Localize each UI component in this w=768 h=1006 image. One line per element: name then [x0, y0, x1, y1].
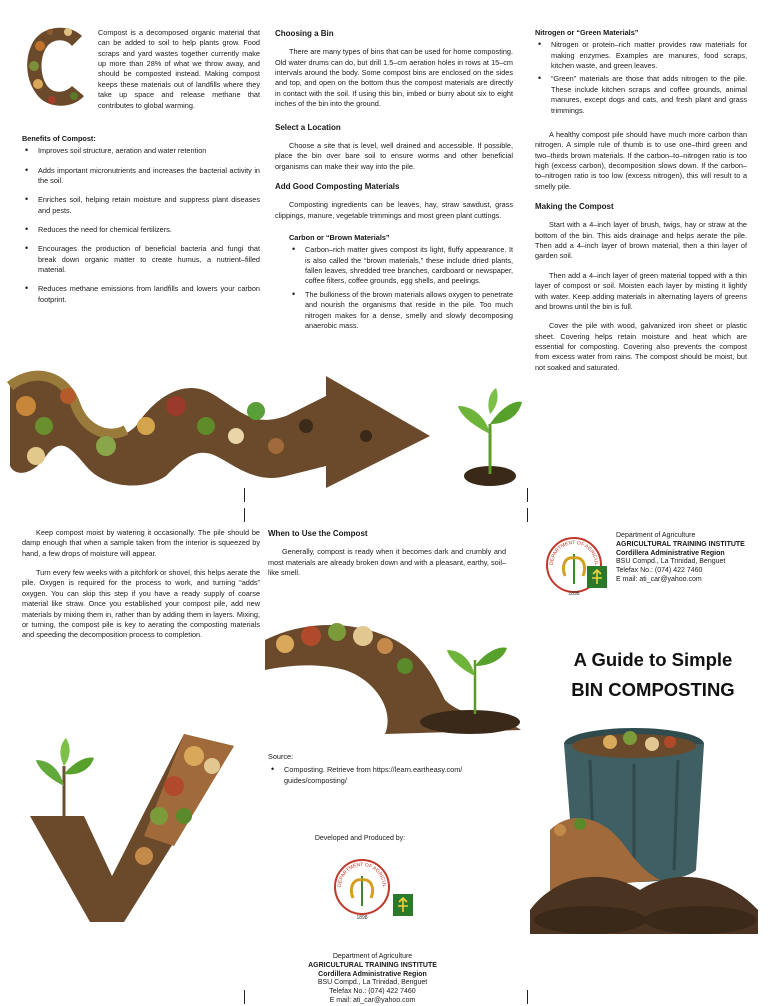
org-email: E mail: ati_car@yahoo.com [616, 575, 702, 583]
green-materials-list [535, 40, 747, 116]
source-list [268, 765, 506, 786]
benefits-list [22, 146, 260, 305]
benefits-heading: Benefits of Compost: [22, 133, 96, 143]
panel-intro [22, 28, 260, 314]
ratio-text: A healthy compost pile should have much more carbon than nitrogen. A simple rule of thumb is to use one–third green and two–thirds brown materials. If the carbon–to–nitrogen ratio is too high (excess carbon), decomposition slows down. If the carbon–to–nitrogen ratio is too low (excess nitrogen), this will result to a smelly pile. [535, 129, 747, 191]
benefit-item: • Enriches soil, helping retain moisture and suppress plant diseases and pests. [22, 195, 260, 216]
when-to-use-heading: When to Use the Compost [268, 529, 368, 538]
fold-mark [244, 488, 245, 502]
source-item: • Composting. Retrieve from https://learn.eartheasy.com/ guides/composting/ [268, 765, 506, 786]
seal-year: 1898 [356, 915, 368, 921]
seal-text: DEPARTMENT OF AGRICUL [336, 861, 388, 888]
compost-pile-illustration [265, 610, 525, 738]
when-to-use-text: Generally, compost is ready when it becomes dark and crumbly and most materials are already broken down and with a pleasant, earthy, soil–like smell. [268, 547, 506, 578]
department-of-agriculture-seal-icon [333, 858, 391, 922]
fold-mark [527, 488, 528, 502]
brown-material-item: • The bulkiness of the brown materials allows oxygen to penetrate and nourish the organisms that reside in the pile. Too much nitrogen makes for a dense, smelly and slowly decomposing anaerobic mass. [289, 290, 513, 331]
panel-usage [268, 528, 506, 587]
panel-bin-setup [275, 28, 513, 334]
fold-mark [527, 990, 528, 1004]
benefit-item: • Reduces the need for chemical fertilizers. [22, 225, 260, 235]
seedling-illustration [450, 384, 526, 488]
compost-arrow-illustration [6, 366, 436, 492]
org-ati: AGRICULTURAL TRAINING INSTITUTE [616, 540, 745, 548]
source-section [268, 752, 506, 789]
org-telefax: Telefax No.: (074) 422 7460 [329, 988, 416, 995]
fold-mark [244, 508, 245, 522]
brown-materials-list [289, 245, 513, 331]
making-step-1: Start with a 4–inch layer of brush, twigs, hay or straw at the bottom of the bin. This aids drainage and helps aerate the pile. Then add a 4–inch layer of brown material, then a thin layer of garden soil. [535, 220, 747, 261]
org-dept: Department of Agriculture [332, 953, 413, 960]
org-dept: Department of Agriculture [616, 532, 696, 539]
making-step-3: Cover the pile with wood, galvanized iron sheet or plastic sheet. Covering helps retain moisture and heat which are essential for composting. Covering also prevents the compost from excess water from rains. The compost should be moist, but not soaked and saturated. [535, 321, 747, 372]
location-text: Choose a site that is level, well drained and accessible. If possible, place the bin over bare soil to ensure worms and other beneficial organisms can make their way into the pile. [275, 140, 513, 171]
benefit-item: • Reduces methane emissions from landfills and lowers your carbon footprint. [22, 284, 260, 305]
panel-green-materials [535, 28, 747, 382]
materials-text: Composting ingredients can be leaves, hay, straw sawdust, grass clippings, manure, vegetable trimmings and most green plant cuttings. [275, 200, 513, 220]
green-material-item: • Nitrogen or protein–rich matter provides raw materials for making enzymes. Examples are manures, food scraps, kitchen waste, and green leaves. [535, 40, 747, 71]
benefit-item: • Encourages the production of beneficial bacteria and fungi that break down organic matter to create humus, a nutrient–filled material. [22, 244, 260, 275]
benefit-item: • Adds important micronutrients and increases the bacterial activity in the soil. [22, 166, 260, 187]
making-step-2: Then add a 4–inch layer of green material topped with a thin layer of compost or soil. Moisten each layer by misting it lightly with water. Keep adding materials in alternating layers of greens and browns until the bin is full. [535, 270, 747, 311]
panel-maintenance [22, 528, 260, 650]
cover-title-line-1: A Guide to Simple [573, 649, 733, 670]
cover-title-line-2: BIN COMPOSTING [571, 678, 735, 700]
source-label: Source: [268, 752, 294, 761]
location-heading: Select a Location [275, 122, 341, 132]
org-address-top [616, 532, 766, 585]
compost-letter-c-illustration [22, 22, 92, 112]
ati-logo-icon [393, 894, 413, 916]
compost-checkmark-illustration [24, 726, 244, 926]
turning-text: Turn every few weeks with a pitchfork or shovel, this helps aerate the pile. Oxygen is required for the process to work, and turning “adds” oxygen. You can skip this step if you have a ready supply of coarse material like straw. Once you established your compost pile, add new materials by mixing them in, rather than by adding them in layers. Mixing, or turning, the compost pile is key to aerating the composting materials and speeding the decomposition process to completion. [22, 568, 260, 640]
intro-paragraph: Compost is a decomposed organic material that can be added to soil to help plants grow. Food scraps and yard wastes together currently make up more than 28% of what we throw away, and should be composted instead. Making compost keeps these materials out of landfills where they take up space and release methane that contributes to global warming. [98, 28, 260, 110]
green-materials-heading: Nitrogen or “Green Materials” [535, 28, 639, 37]
materials-heading: Add Good Composting Materials [275, 181, 400, 191]
choosing-bin-heading: Choosing a Bin [275, 29, 334, 38]
making-compost-heading: Making the Compost [535, 202, 614, 212]
cover-title [548, 645, 758, 704]
seal-year: 1898 [568, 591, 580, 597]
org-address: BSU Compd., La Trinidad, Benguet [616, 558, 726, 566]
ati-logo-icon [587, 566, 607, 588]
org-ati: AGRICULTURAL TRAINING INSTITUTE [308, 961, 437, 969]
org-address-bottom [290, 953, 455, 1006]
green-material-item: • “Green” materials are those that adds nitrogen to the pile. These include kitchen scraps and coffee grounds, animal manures, except dogs and cats, and fresh plant and grass trimmings. [535, 74, 747, 115]
org-region: Cordillera Administrative Region [616, 549, 725, 557]
fold-mark [244, 990, 245, 1004]
org-address: BSU Compd., La Trinidad, Benguet [317, 979, 428, 987]
fold-mark [527, 508, 528, 522]
developed-by-label: Developed and Produced by: [314, 835, 406, 842]
choosing-bin-text: There are many types of bins that can be used for home composting. Old water drums can do, but drill 1.5–cm aeration holes in rows at 15–cm intervals around the body. Some compost bins are enclosed on the sides and top, and open on the bottom thus the compost materials are directly in contact with the soil. If using this bin, imbed or burry about six to eight inches of the bin into the ground. [275, 47, 513, 109]
org-telefax: Telefax No.: (074) 422 7460 [616, 567, 703, 574]
compost-bin-illustration [530, 720, 760, 936]
brown-materials-heading: Carbon or “Brown Materials” [289, 233, 390, 243]
seal-text: DEPARTMENT OF AGRICUL [548, 539, 600, 566]
org-email: E mail: ati_car@yahoo.com [329, 996, 416, 1004]
brown-material-item: • Carbon–rich matter gives compost its light, fluffy appearance. It is also called the “brown materials,” these include dried plants, fallen leaves, shredded tree branches, cardboard or newspaper, coffee filters, coffee grounds, egg shells, and peelings. [289, 245, 513, 286]
moisture-text: Keep compost moist by watering it occasionally. The pile should be damp enough that when a sample taken from the interior is squeezed by hand, a few drops of moisture will appear. [22, 528, 260, 558]
benefit-item: • Improves soil structure, aeration and water retention [22, 146, 260, 156]
org-region: Cordillera Administrative Region [318, 970, 427, 978]
